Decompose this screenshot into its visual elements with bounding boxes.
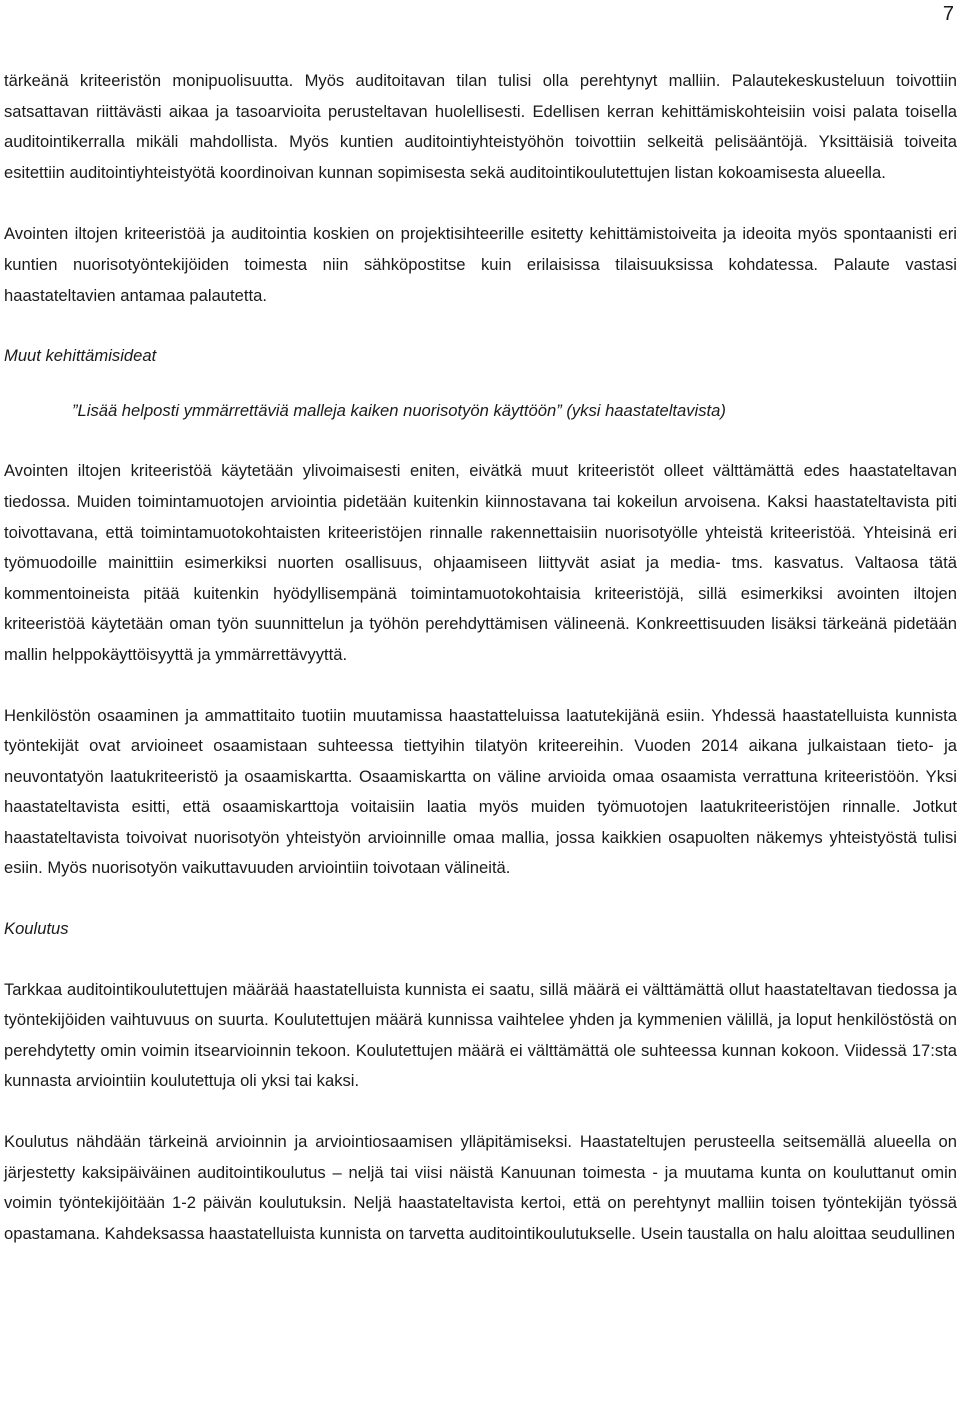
section-heading-koulutus: Koulutus xyxy=(4,919,69,939)
paragraph-kriteeristot: Avointen iltojen kriteeristöä käytetään ylivoimaisesti eniten, eivätkä muut kriteeristöt olleet välttämättä edes haastateltavan tiedossa. Muiden toimintamuotojen arviointia pidetään kuitenkin kiinnostavana tai kokeilun arvoisena. Kaksi haastateltavista piti toivottavana, että toimintamuotokohtaisten kriteeristöjen rinnalle rakennettaisiin nuorisotyölle yhteistä kriteeristöä. Yhteisinä eri työmuodoille mainittiin esimerkiksi nuorten osallisuus, ohjaamiseen liittyvät asiat ja media- tms. kasvatus. Valtaosa tätä kommentoineista pitää kuitenkin hyödyllisempänä toimintamuotokohtaisia kriteeristöjä, sillä esimerkiksi avointen iltojen kriteeristöä käytetään oman työn suunnittelun ja työhön perehdyttämisen välineenä. Konkreettisuuden lisäksi tärkeänä pidetään mallin helppokäyttöisyyttä ja ymmärrettävyyttä. xyxy=(4,461,957,664)
page-number: 7 xyxy=(942,3,954,25)
paragraph-auditointi-toiveet: tärkeänä kriteeristön monipuolisuutta. Myös auditoitavan tilan tulisi olla perehtynyt malliin. Palautekeskusteluun toivottiin satsattavan riittävästi aikaa ja tasoarvioita perusteltavan huolellisesti. Edellisen kerran kehittämiskohteisiin voisi palata toisella auditointikerralla mikäli mahdollista. Myös kuntien auditointiyhteistyöhön toivottiin selkeitä pelisääntöjä. Yksittäisiä toiveita esitettiin auditointiyhteistyötä koordinoivan kunnan sopimisesta sekä auditointikoulutettujen listan kokoamisesta alueella. xyxy=(4,71,957,182)
paragraph-osaaminen: Henkilöstön osaaminen ja ammattitaito tuotiin muutamissa haastatteluissa laatutekijänä esiin. Yhdessä haastatelluista kunnista työntekijät ovat arvioineet osaamistaan suhteessa tiettyihin tilatyön kriteereihin. Vuoden 2014 aikana julkaistaan tieto- ja neuvontatyön laatukriteeristö ja osaamiskartta. Osaamiskartta on väline arvioida omaa osaamista verrattuna kriteeristöön. Yksi haastateltavista esitti, että osaamiskarttoja voitaisiin laatia myös muiden työmuotojen laatukriteeristöjen rinnalle. Jotkut haastateltavista toivoivat nuorisotyön yhteistyön arvioinnille omaa mallia, jossa kaikkien osapuolten näkemys yhteistyöstä tulisi esiin. Myös nuorisotyön vaikuttavuuden arviointiin toivotaan välineitä. xyxy=(4,705,957,878)
paragraph-koulutus-tarve: Koulutus nähdään tärkeinä arvioinnin ja arviointiosaamisen ylläpitämiseksi. Haastateltujen perusteella seitsemällä alueella on järjestetty kaksipäiväinen auditointikoulutus – neljä tai viisi näistä Kanuunan toimesta - ja muutama kunta on kouluttanut omin voimin työntekijöitään 1-2 päivän koulutuksin. Neljä haastateltavista kertoi, että on perehtynyt malliin toisen työntekijän työssä opastamana. Kahdeksassa haastatelluista kunnista on tarvetta auditointikoulutukselle. Usein taustalla on halu aloittaa seudullinen xyxy=(4,1132,957,1243)
document-body xyxy=(4,66,957,1249)
section-heading-muut-kehittamisideat: Muut kehittämisideat xyxy=(4,346,157,366)
paragraph-kehittamistoiveet: Avointen iltojen kriteeristöä ja auditointia koskien on projektisihteerille esitetty kehittämistoiveita ja ideoita myös spontaanisti eri kuntien nuorisotyöntekijöiden toimesta niin sähköpostitse kuin erilaisissa tilaisuuksissa kohdatessa. Palaute vastasi haastateltavien antamaa palautetta. xyxy=(4,224,957,305)
paragraph-koulutettujen-maara: Tarkkaa auditointikoulutettujen määrää haastatelluista kunnista ei saatu, sillä määrä ei välttämättä ollut haastateltavan tiedossa ja työntekijöiden vaihtuvuus on suurta. Koulutettujen määrä kunnissa vaihtelee yhden ja kymmenien välillä, ja loput henkilöstöstä on perehdytetty omin voimin itsearvioinnin tekoon. Koulutettujen määrä ei välttämättä ole suhteessa kunnan kokoon. Viidessä 17:sta kunnasta arviointiin koulutettuja oli yksi tai kaksi. xyxy=(4,979,957,1091)
interview-quote: ”Lisää helposti ymmärrettäviä malleja kaiken nuorisotyön käyttöön” (yksi haastateltavista) xyxy=(72,400,726,420)
